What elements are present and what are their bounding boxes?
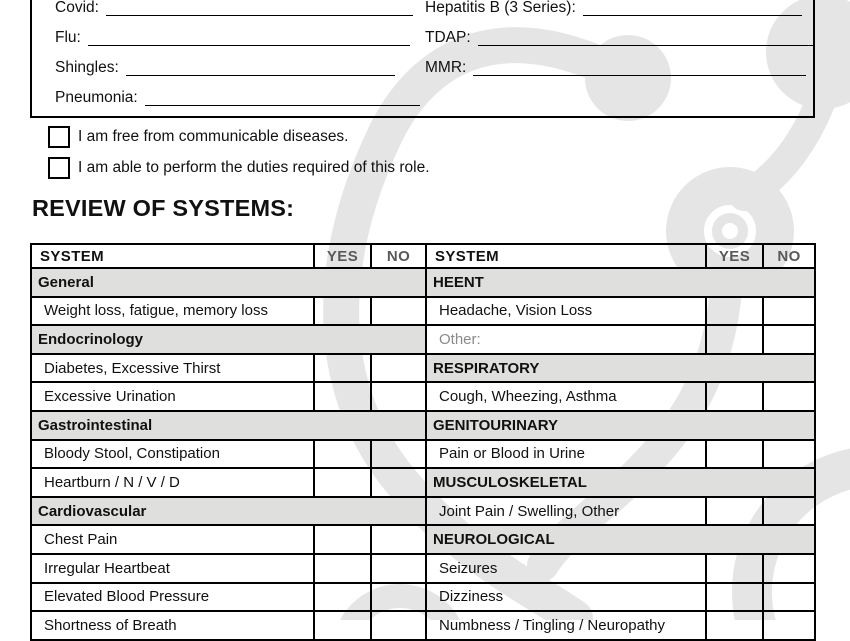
ros-no-cell[interactable] <box>371 583 426 612</box>
right-no-header: NO <box>763 244 815 268</box>
ros-no-cell[interactable] <box>763 382 815 411</box>
tdap-field <box>425 28 814 46</box>
ros-no-cell[interactable] <box>371 468 426 497</box>
ros-yes-cell[interactable] <box>706 440 763 469</box>
ros-item-cell: Numbness / Tingling / Neuropathy <box>426 611 706 640</box>
ros-no-cell[interactable] <box>763 611 815 640</box>
table-header-row <box>31 244 815 268</box>
ros-yes-cell[interactable] <box>314 611 371 640</box>
left-yes-header: YES <box>314 244 371 268</box>
ros-item-cell: Shortness of Breath <box>31 611 314 640</box>
ros-no-cell[interactable] <box>371 554 426 583</box>
ros-item-cell: Weight loss, fatigue, memory loss <box>31 297 314 326</box>
ros-no-cell[interactable] <box>371 354 426 383</box>
hepatitis-b-field-label: Hepatitis B (3 Series): <box>425 0 576 16</box>
left-no-header: NO <box>371 244 426 268</box>
ros-no-cell[interactable] <box>763 440 815 469</box>
table-row <box>31 554 815 583</box>
table-row <box>31 440 815 469</box>
mmr-field <box>425 58 806 76</box>
ros-item-cell: Irregular Heartbeat <box>31 554 314 583</box>
ros-no-cell[interactable] <box>371 297 426 326</box>
ros-yes-cell[interactable] <box>706 325 763 354</box>
ros-item-cell: Heartburn / N / V / D <box>31 468 314 497</box>
pneumonia-input-line[interactable] <box>145 90 420 106</box>
table-row <box>31 268 815 297</box>
ros-no-cell[interactable] <box>371 382 426 411</box>
tdap-input-line[interactable] <box>478 30 814 46</box>
duties-checkbox[interactable] <box>48 157 70 179</box>
ros-no-cell[interactable] <box>371 525 426 554</box>
communicable-diseases-checkbox[interactable] <box>48 126 70 148</box>
ros-section-cell: NEUROLOGICAL <box>426 525 815 554</box>
ros-item-cell: Pain or Blood in Urine <box>426 440 706 469</box>
shingles-field-label: Shingles: <box>55 59 119 76</box>
covid-input-line[interactable] <box>106 0 413 16</box>
ros-item-cell: Joint Pain / Swelling, Other <box>426 497 706 526</box>
ros-yes-cell[interactable] <box>706 611 763 640</box>
review-of-systems-table <box>30 243 816 641</box>
ros-yes-cell[interactable] <box>706 382 763 411</box>
ros-item-cell: Diabetes, Excessive Thirst <box>31 354 314 383</box>
duties-label: I am able to perform the duties required of this role. <box>78 159 430 176</box>
table-row <box>31 583 815 612</box>
ros-no-cell[interactable] <box>371 611 426 640</box>
ros-section-cell: Gastrointestinal <box>31 411 426 440</box>
table-row <box>31 354 815 383</box>
review-of-systems-title: REVIEW OF SYSTEMS: <box>32 195 295 221</box>
ros-yes-cell[interactable] <box>706 554 763 583</box>
ros-yes-cell[interactable] <box>314 354 371 383</box>
ros-item-cell: Chest Pain <box>31 525 314 554</box>
communicable-diseases-label: I am free from communicable diseases. <box>78 128 349 145</box>
ros-item-cell: Other: <box>426 325 706 354</box>
table-row <box>31 382 815 411</box>
ros-no-cell[interactable] <box>763 297 815 326</box>
table-row <box>31 611 815 640</box>
ros-yes-cell[interactable] <box>314 297 371 326</box>
ros-no-cell[interactable] <box>763 554 815 583</box>
shingles-field <box>55 58 395 76</box>
mmr-field-label: MMR: <box>425 59 467 76</box>
shingles-input-line[interactable] <box>126 60 395 76</box>
ros-yes-cell[interactable] <box>314 583 371 612</box>
ros-yes-cell[interactable] <box>314 382 371 411</box>
ros-item-cell: Elevated Blood Pressure <box>31 583 314 612</box>
table-row <box>31 325 815 354</box>
covid-field-label: Covid: <box>55 0 99 16</box>
ros-yes-cell[interactable] <box>706 297 763 326</box>
left-system-header: SYSTEM <box>31 244 314 268</box>
pneumonia-field-label: Pneumonia: <box>55 89 138 106</box>
flu-input-line[interactable] <box>88 30 410 46</box>
table-row <box>31 497 815 526</box>
ros-item-cell: Seizures <box>426 554 706 583</box>
hepatitis-b-field <box>425 0 802 16</box>
mmr-input-line[interactable] <box>473 60 806 76</box>
ros-item-cell: Excessive Urination <box>31 382 314 411</box>
ros-no-cell[interactable] <box>763 583 815 612</box>
ros-section-cell: Cardiovascular <box>31 497 426 526</box>
ros-item-cell: Bloody Stool, Constipation <box>31 440 314 469</box>
ros-yes-cell[interactable] <box>314 554 371 583</box>
ros-yes-cell[interactable] <box>706 497 763 526</box>
table-row <box>31 297 815 326</box>
ros-item-cell: Headache, Vision Loss <box>426 297 706 326</box>
table-row <box>31 468 815 497</box>
ros-section-cell: Endocrinology <box>31 325 426 354</box>
right-system-header: SYSTEM <box>426 244 706 268</box>
ros-yes-cell[interactable] <box>706 583 763 612</box>
hepatitis-b-input-line[interactable] <box>583 0 802 16</box>
ros-yes-cell[interactable] <box>314 468 371 497</box>
ros-section-cell: HEENT <box>426 268 815 297</box>
flu-field-label: Flu: <box>55 29 81 46</box>
pneumonia-field <box>55 88 420 106</box>
table-row <box>31 525 815 554</box>
ros-yes-cell[interactable] <box>314 440 371 469</box>
ros-section-cell: RESPIRATORY <box>426 354 815 383</box>
ros-section-cell: GENITOURINARY <box>426 411 815 440</box>
ros-section-cell: MUSCULOSKELETAL <box>426 468 815 497</box>
flu-field <box>55 28 410 46</box>
ros-no-cell[interactable] <box>763 497 815 526</box>
ros-yes-cell[interactable] <box>314 525 371 554</box>
right-yes-header: YES <box>706 244 763 268</box>
ros-no-cell[interactable] <box>371 440 426 469</box>
ros-no-cell[interactable] <box>763 325 815 354</box>
ros-section-cell: General <box>31 268 426 297</box>
tdap-field-label: TDAP: <box>425 29 471 46</box>
covid-field <box>55 0 413 16</box>
ros-item-cell: Dizziness <box>426 583 706 612</box>
table-row <box>31 411 815 440</box>
ros-item-cell: Cough, Wheezing, Asthma <box>426 382 706 411</box>
